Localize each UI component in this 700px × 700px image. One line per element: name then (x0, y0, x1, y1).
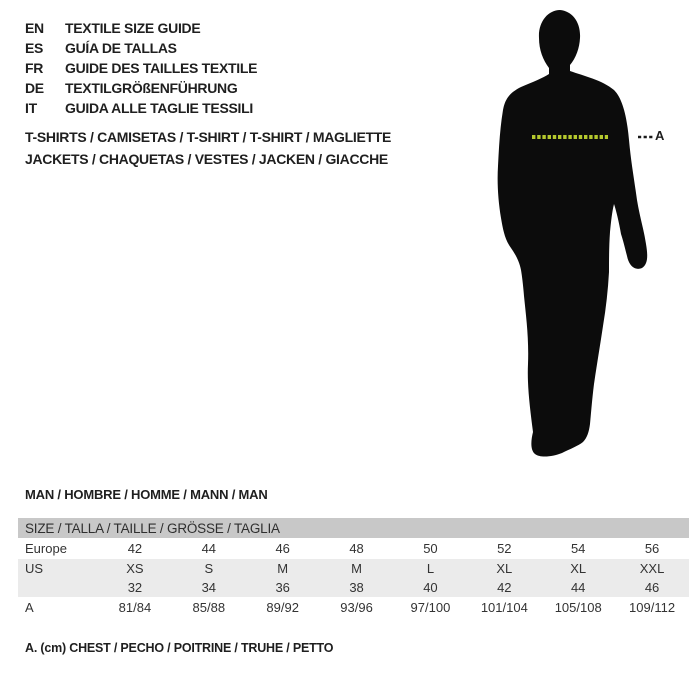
table-cell: 42 (497, 580, 512, 595)
table-cell: 105/108 (554, 600, 602, 615)
garment-categories (25, 126, 391, 170)
table-cell: XL (496, 561, 513, 576)
category-jackets: JACKETS / CHAQUETAS / VESTES / JACKEN / GIACCHE (25, 151, 388, 167)
table-cell: 56 (644, 541, 660, 556)
table-cell: 42 (127, 541, 143, 556)
table-cell: 32 (127, 580, 143, 595)
man-silhouette (498, 10, 648, 457)
language-row-de (25, 78, 257, 98)
language-title: GUIDE DES TAILLES TEXTILE (65, 60, 258, 76)
table-cell: 93/96 (340, 600, 373, 615)
table-cell: 101/104 (480, 600, 528, 615)
table-cell: M (351, 561, 362, 576)
table-cell: 109/112 (629, 600, 676, 615)
table-cell: XL (570, 561, 587, 576)
language-title: TEXTILE SIZE GUIDE (65, 20, 201, 36)
table-cell: 85/88 (192, 600, 226, 615)
table-cell: 48 (349, 541, 364, 556)
language-row-en (25, 18, 257, 38)
table-cell: 50 (423, 541, 438, 556)
table-cell: 34 (201, 580, 217, 595)
table-cell: 40 (423, 580, 438, 595)
table-cell: XS (126, 561, 144, 576)
language-title: GUÍA DE TALLAS (65, 40, 177, 56)
table-cell: 54 (570, 541, 586, 556)
row-label: US (25, 561, 44, 576)
table-cell: 81/84 (118, 600, 152, 615)
category-tshirts: T-SHIRTS / CAMISETAS / T-SHIRT / T-SHIRT / MAGLIETTE (25, 129, 392, 145)
measure-label-a: A (655, 128, 665, 143)
language-row-it (25, 98, 257, 118)
measurement-footnote: A. (cm) CHEST / PECHO / POITRINE / TRUHE / PETTO (25, 641, 334, 655)
language-code: EN (25, 20, 44, 36)
table-cell: 44 (570, 580, 586, 595)
table-row-europe (18, 538, 689, 559)
row-label: A (25, 600, 34, 615)
table-band-us (18, 559, 689, 597)
table-cell: 46 (644, 580, 660, 595)
table-cell: 38 (349, 580, 364, 595)
language-code: IT (25, 100, 37, 116)
size-table-header: SIZE / TALLA / TAILLE / GRÖSSE / TAGLIA (18, 518, 689, 538)
table-cell: 89/92 (266, 600, 299, 615)
row-label: Europe (25, 541, 67, 556)
language-list (25, 18, 257, 118)
table-cell: S (204, 561, 214, 576)
table-cell: 44 (201, 541, 217, 556)
table-cell: 46 (275, 541, 290, 556)
table-cell: L (426, 561, 435, 576)
table-cell: XXL (639, 561, 665, 576)
man-silhouette-figure (488, 8, 672, 458)
section-title-man: MAN / HOMBRE / HOMME / MANN / MAN (25, 487, 268, 502)
table-row-chest-a (18, 597, 689, 618)
language-code: ES (25, 40, 44, 56)
language-row-fr (25, 58, 257, 78)
table-row-us-numbers (18, 578, 689, 597)
language-title: TEXTILGRÖßENFÜHRUNG (65, 80, 238, 96)
language-code: FR (25, 60, 44, 76)
language-title: GUIDA ALLE TAGLIE TESSILI (65, 100, 253, 116)
table-cell: 52 (497, 541, 512, 556)
table-cell: M (277, 561, 289, 576)
table-cell: 97/100 (410, 600, 451, 615)
table-cell: 36 (275, 580, 290, 595)
language-code: DE (25, 80, 44, 96)
language-row-es (25, 38, 257, 58)
table-row-us-letters (18, 559, 689, 578)
size-table (18, 518, 689, 618)
